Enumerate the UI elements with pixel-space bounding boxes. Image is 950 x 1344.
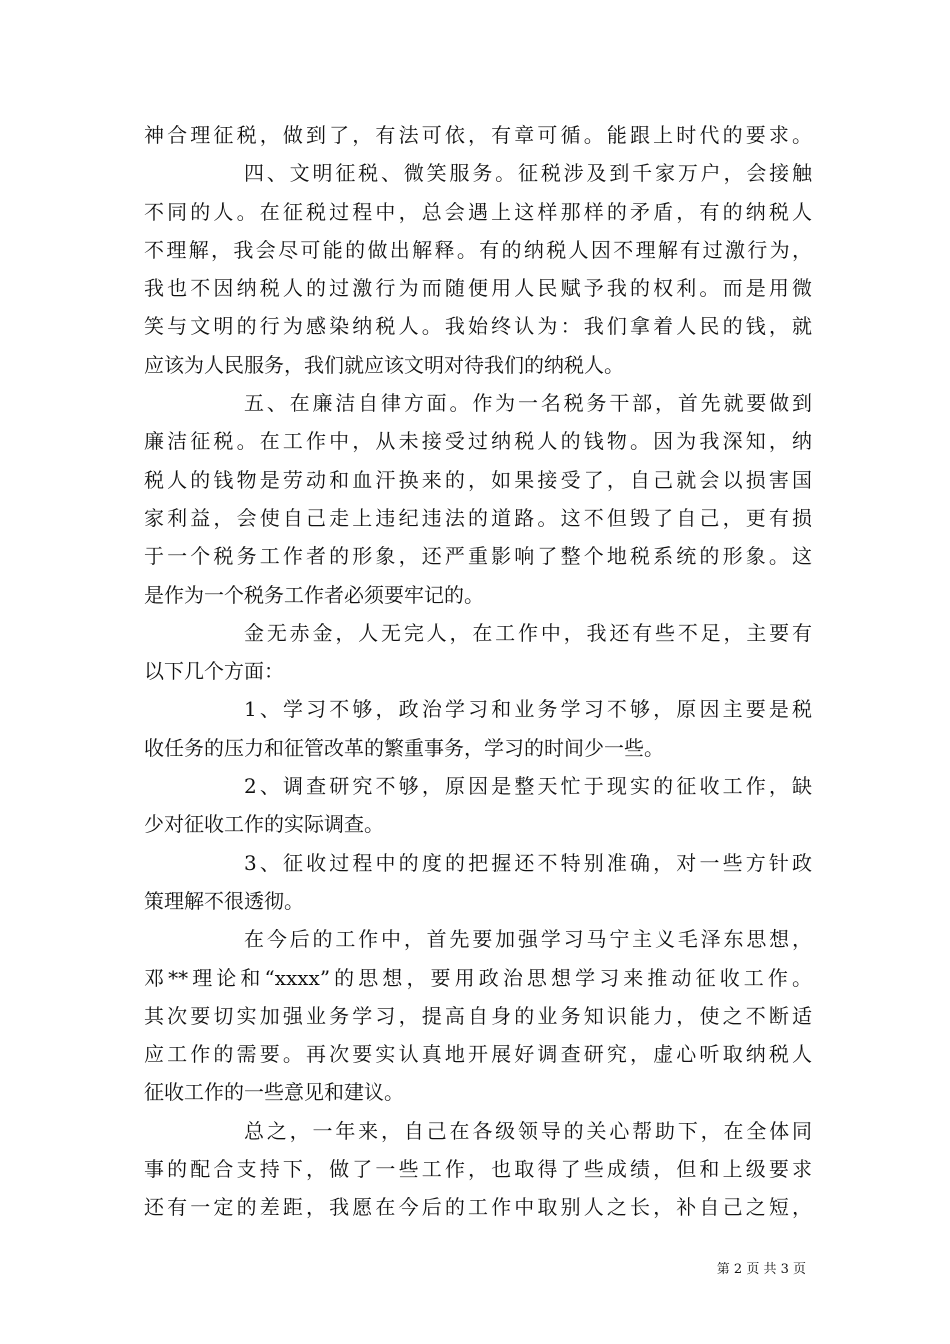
text-line: 2、调查研究不够，原因是整天忙于现实的征收工作，缺 — [244, 774, 812, 799]
text-line: 策理解不很透彻。 — [144, 888, 304, 913]
text-line: 我也不因纳税人的过激行为而随便用人民赋予我的权利。而是用微 — [144, 276, 812, 301]
text-line: 征收工作的一些意见和建议。 — [144, 1080, 404, 1105]
text-line: 以下几个方面： — [144, 659, 284, 684]
text-line: 五、在廉洁自律方面。作为一名税务干部，首先就要做到 — [244, 391, 812, 416]
text-line: 邓**理论和“xxxx”的思想，要用政治思想学习来推动征收工作。 — [144, 965, 812, 990]
text-line: 应该为人民服务，我们就应该文明对待我们的纳税人。 — [144, 352, 624, 377]
text-line: 神合理征税，做到了，有法可依，有章可循。能跟上时代的要求。 — [144, 123, 812, 147]
text-line: 其次要切实加强业务学习，提高自身的业务知识能力，使之不断适 — [144, 1003, 812, 1028]
page-number: 第 2 页 共 3 页 — [716, 1262, 806, 1277]
text-line: 还有一定的差距，我愿在今后的工作中取别人之长，补自己之短， — [144, 1195, 812, 1220]
text-line: 笑与文明的行为感染纳税人。我始终认为：我们拿着人民的钱，就 — [144, 314, 812, 339]
text-line: 不理解，我会尽可能的做出解释。有的纳税人因不理解有过激行为， — [144, 237, 812, 262]
text-line: 金无赤金，人无完人，在工作中，我还有些不足，主要有 — [244, 620, 812, 645]
text-line: 于一个税务工作者的形象，还严重影响了整个地税系统的形象。这 — [144, 544, 812, 569]
text-line: 3、征收过程中的度的把握还不特别准确，对一些方针政 — [244, 850, 812, 875]
text-line: 少对征收工作的实际调查。 — [144, 812, 384, 837]
text-line: 四、文明征税、微笑服务。征税涉及到千家万户，会接触 — [244, 161, 812, 186]
text-line: 在今后的工作中，首先要加强学习马宁主义毛泽东思想， — [244, 927, 812, 952]
text-line: 事的配合支持下，做了一些工作，也取得了些成绩，但和上级要求 — [144, 1157, 812, 1182]
text-line: 是作为一个税务工作者必须要牢记的。 — [144, 582, 484, 607]
text-line: 应工作的需要。再次要实认真地开展好调查研究，虚心听取纳税人 — [144, 1042, 812, 1067]
text-line: 1、学习不够，政治学习和业务学习不够，原因主要是税 — [244, 697, 812, 722]
text-line: 家利益，会使自己走上违纪违法的道路。这不但毁了自己，更有损 — [144, 505, 812, 530]
document-body — [144, 116, 812, 1227]
text-line: 不同的人。在征税过程中，总会遇上这样那样的矛盾，有的纳税人 — [144, 199, 812, 224]
text-line: 税人的钱物是劳动和血汗换来的，如果接受了，自己就会以损害国 — [144, 467, 812, 492]
text-line: 总之，一年来，自己在各级领导的关心帮助下，在全体同 — [244, 1118, 812, 1143]
text-line: 收任务的压力和征管改革的繁重事务，学习的时间少一些。 — [144, 735, 664, 760]
text-line: 廉洁征税。在工作中，从未接受过纳税人的钱物。因为我深知，纳 — [144, 429, 812, 454]
